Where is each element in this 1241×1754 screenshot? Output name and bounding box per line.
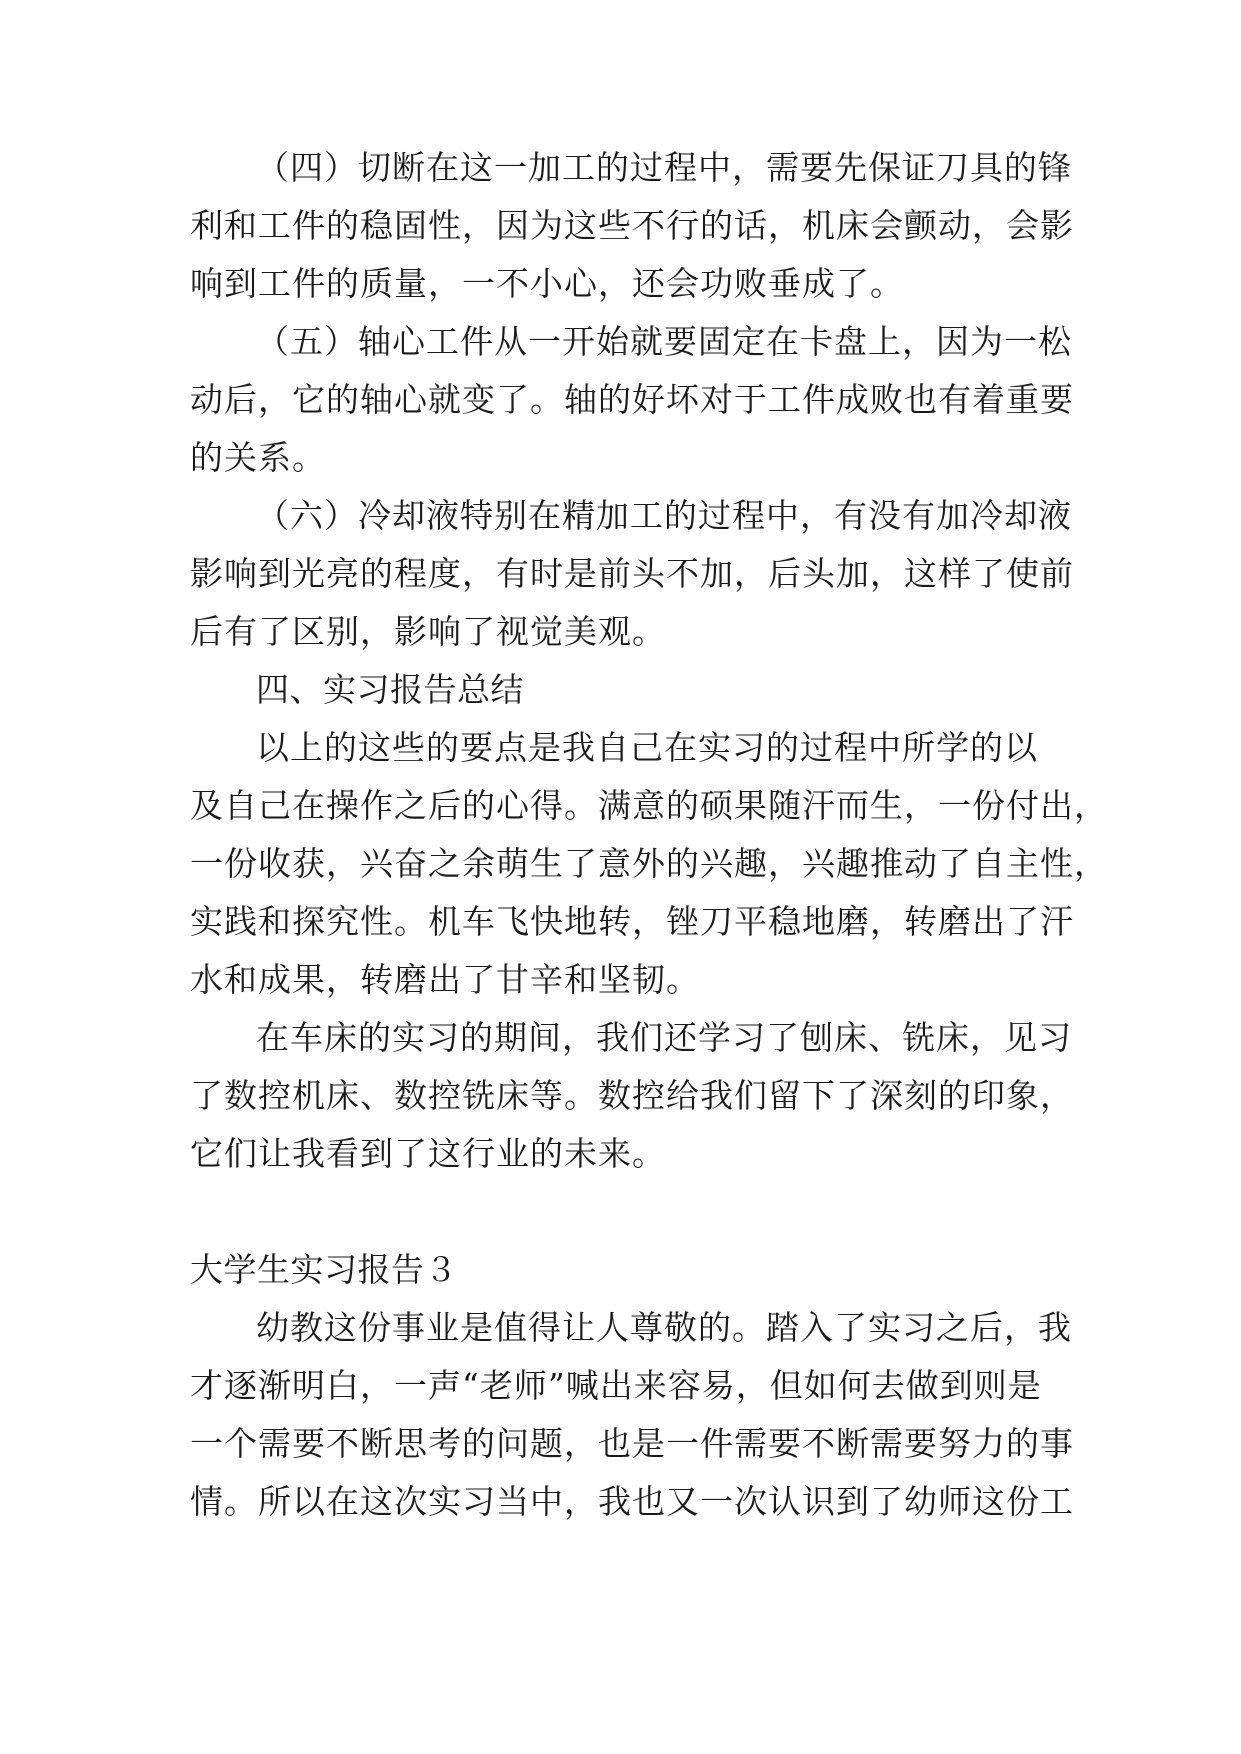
para6-line-1: （六）冷却液特别在精加工的过程中，有没有加冷却液 xyxy=(256,496,1072,535)
report3-line-4: 情。所以在这次实习当中，我也又一次认识到了幼师这份工 xyxy=(190,1482,1074,1521)
summary-line-1: 以上的这些的要点是我自己在实习的过程中所学的以 xyxy=(256,728,1038,767)
summary-line-3: 一份收获，兴奋之余萌生了意外的兴趣，兴趣推动了自主性， xyxy=(190,844,1108,883)
lathe-line-1: 在车床的实习的期间，我们还学习了刨床、铣床，见习 xyxy=(256,1018,1072,1057)
summary-line-2: 及自己在操作之后的心得。满意的硕果随汗而生，一份付出， xyxy=(190,786,1108,825)
para5-line-3: 的关系。 xyxy=(190,438,326,477)
para6-line-2: 影响到光亮的程度，有时是前头不加，后头加，这样了使前 xyxy=(190,554,1074,593)
lathe-line-3: 它们让我看到了这行业的未来。 xyxy=(190,1134,666,1173)
lathe-line-2: 了数控机床、数控铣床等。数控给我们留下了深刻的印象， xyxy=(190,1076,1074,1115)
summary-line-5: 水和成果，转磨出了甘辛和坚韧。 xyxy=(190,960,700,999)
para4-line-2: 利和工件的稳固性，因为这些不行的话，机床会颤动，会影 xyxy=(190,206,1074,245)
para6-line-3: 后有了区别，影响了视觉美观。 xyxy=(190,612,666,651)
para5-line-1: （五）轴心工件从一开始就要固定在卡盘上，因为一松 xyxy=(256,322,1072,361)
report3-line-3: 一个需要不断思考的问题，也是一件需要不断需要努力的事 xyxy=(190,1424,1074,1463)
para4-line-3: 响到工件的质量，一不小心，还会功败垂成了。 xyxy=(190,264,904,303)
summary-line-4: 实践和探究性。机车飞快地转，锉刀平稳地磨，转磨出了汗 xyxy=(190,902,1074,941)
section-heading: 四、实习报告总结 xyxy=(256,670,524,709)
report3-title: 大学生实习报告３ xyxy=(190,1250,458,1289)
report3-line-2: 才逐渐明白，一声“老师”喊出来容易，但如何去做到则是 xyxy=(190,1366,1042,1405)
para5-line-2: 动后，它的轴心就变了。轴的好坏对于工件成败也有着重要 xyxy=(190,380,1074,419)
report3-line-1: 幼教这份事业是值得让人尊敬的。踏入了实习之后，我 xyxy=(256,1308,1072,1347)
para4-line-1: （四）切断在这一加工的过程中，需要先保证刀具的锋 xyxy=(256,148,1072,187)
